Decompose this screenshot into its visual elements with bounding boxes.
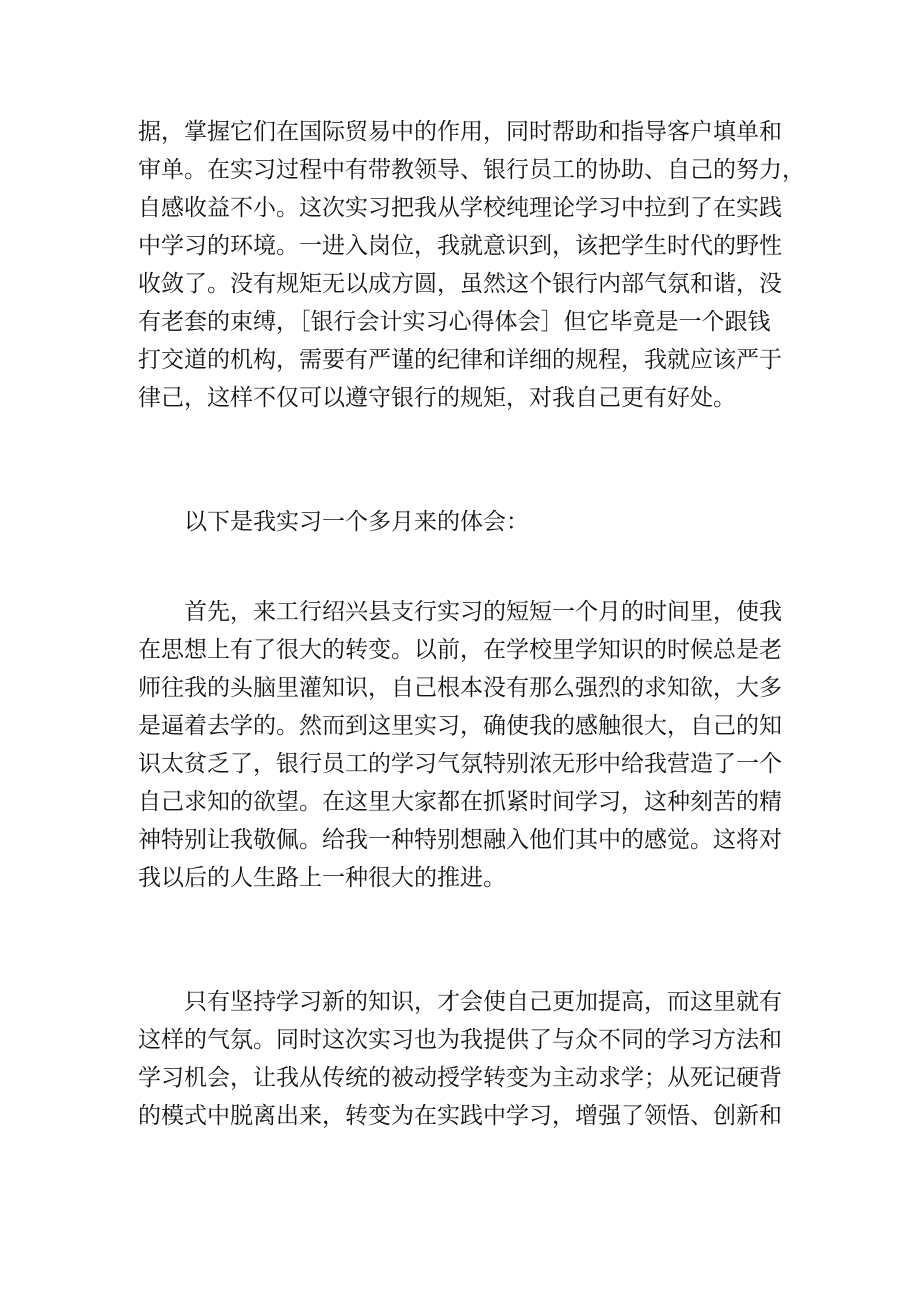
text-line: 这样的气氛。同时这次实习也为我提供了与众不同的学习方法和 — [138, 1027, 782, 1053]
text-line: 的模式中脱离出来，转变为在实践中学习，增强了领悟、创新和 — [138, 1103, 782, 1129]
text-line: 打交道的机构，需要有严谨的纪律和详细的规程，我就应该严于 — [138, 347, 782, 373]
paragraph-1 — [138, 113, 818, 417]
text-line: 只有坚持学习新的知识，才会使自己更加提高，而这里就有 — [184, 989, 782, 1015]
text-line: 我以后的人生路上一种很大的推进。 — [138, 865, 506, 891]
text-line: 审单。在实习过程中有带教领导、银行员工的协助、自己的努力， — [138, 157, 805, 183]
text-line: 首先，来工行绍兴县支行实习的短短一个月的时间里，使我 — [184, 599, 782, 625]
paragraph-2 — [184, 503, 864, 541]
text-line: 在思想上有了很大的转变。以前，在学校里学知识的时候总是老 — [138, 637, 782, 663]
text-line: 学习机会，让我从传统的被动授学转变为主动求学；从死记硬背 — [138, 1065, 782, 1091]
text-line: 自己求知的欲望。在这里大家都在抓紧时间学习，这种刻苦的精 — [138, 789, 782, 815]
text-line: 是逼着去学的。然而到这里实习，确使我的感触很大，自己的知 — [138, 713, 782, 739]
paragraph-3 — [138, 593, 818, 897]
text-line: 有老套的束缚，［银行会计实习心得体会］但它毕竟是一个跟钱 — [138, 309, 771, 335]
text-line: 律己，这样不仅可以遵守银行的规矩，对我自己更有好处。 — [138, 385, 736, 411]
text-line: 识太贫乏了，银行员工的学习气氛特别浓无形中给我营造了一个 — [138, 751, 782, 777]
text-line: 自感收益不小。这次实习把我从学校纯理论学习中拉到了在实践 — [138, 195, 782, 221]
text-line: 中学习的环境。一进入岗位，我就意识到，该把学生时代的野性 — [138, 233, 782, 259]
paragraph-4 — [138, 983, 818, 1135]
text-line: 神特别让我敬佩。给我一种特别想融入他们其中的感觉。这将对 — [138, 827, 782, 853]
text-line: 收敛了。没有规矩无以成方圆，虽然这个银行内部气氛和谐，没 — [138, 271, 782, 297]
text-line: 以下是我实习一个多月来的体会： — [184, 509, 529, 535]
text-line: 师往我的头脑里灌知识，自己根本没有那么强烈的求知欲，大多 — [138, 675, 782, 701]
text-line: 据，掌握它们在国际贸易中的作用，同时帮助和指导客户填单和 — [138, 119, 782, 145]
